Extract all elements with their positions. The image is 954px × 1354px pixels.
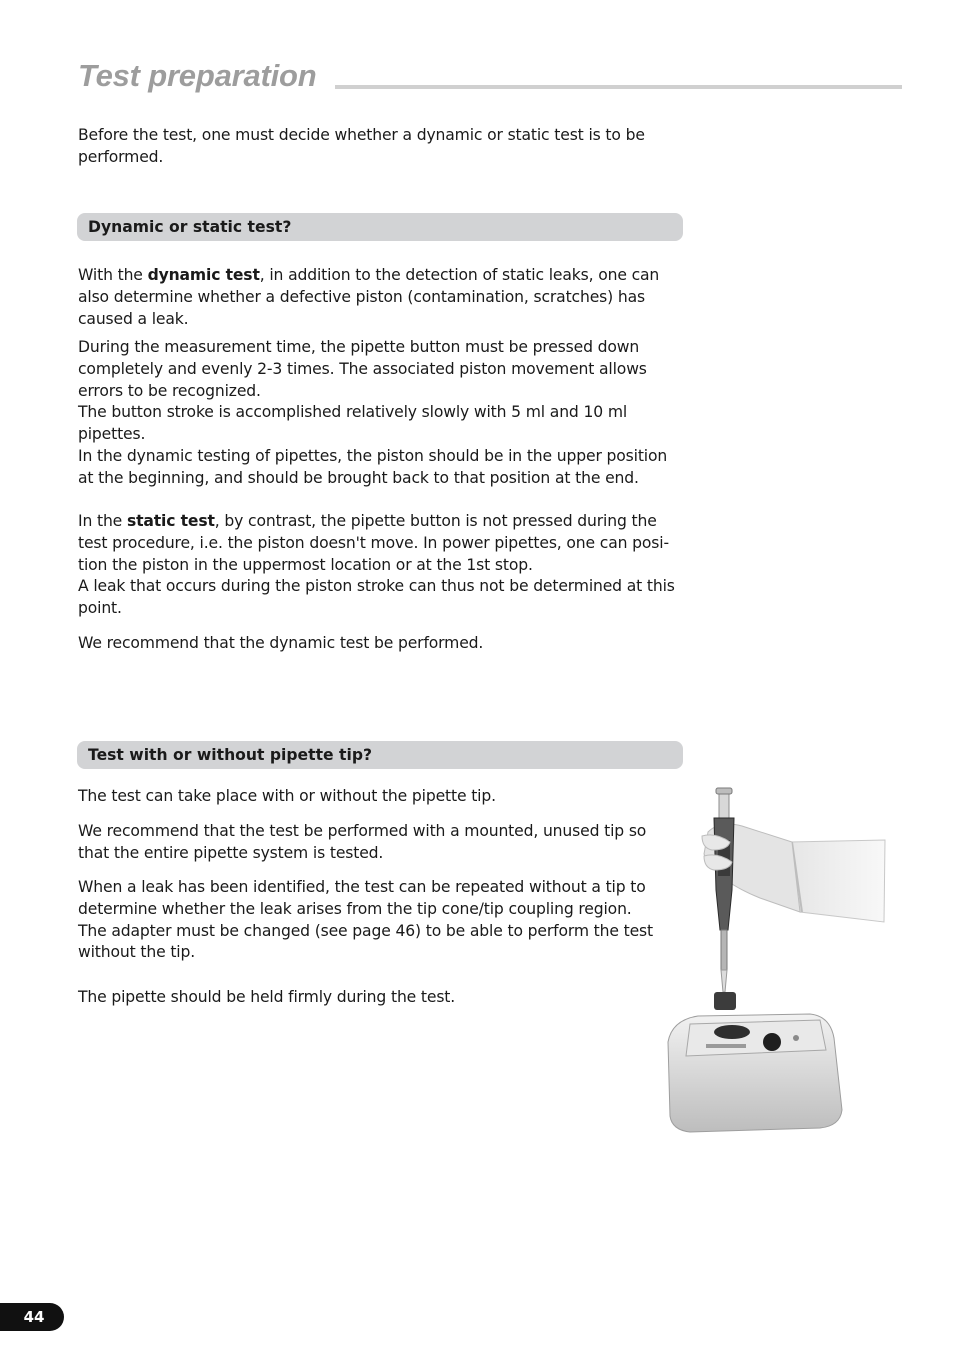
title-rule xyxy=(335,85,902,89)
static-test-paragraph: In the static test, by contrast, the pipette button is not pressed during the test procedure, i.e. the piston doesn't move. In power pipettes, one can posi-tion the piston in the uppermost location or at the 1st stop. A leak that occurs during the piston stroke can thus not be determined at this point. xyxy=(78,512,675,618)
intro-paragraph: Before the test, one must decide whether a dynamic or static test is to be performed. xyxy=(78,126,645,166)
dynamic-test-term: dynamic test xyxy=(147,266,260,284)
page-number: 44 xyxy=(0,1303,64,1331)
tip-paragraph-4: The pipette should be held firmly during the test. xyxy=(78,988,456,1006)
tip-paragraph-2: We recommend that the test be performed with a mounted, unused tip so that the entire pipette system is tested. xyxy=(78,822,647,862)
pipette-tester-photo xyxy=(650,780,910,1140)
dynamic-test-paragraph: With the dynamic test, in addition to the detection of static leaks, one can also determine whether a defective piston (contamination, scratches) has caused a leak. xyxy=(78,266,660,328)
page-title: Test preparation xyxy=(78,58,317,93)
recommendation-paragraph: We recommend that the dynamic test be performed. xyxy=(78,634,484,652)
static-test-term: static test xyxy=(126,512,215,530)
section-heading-dynamic-static: Dynamic or static test? xyxy=(77,213,683,241)
tip-paragraph-1: The test can take place with or without the pipette tip. xyxy=(78,787,496,805)
tip-paragraph-3: When a leak has been identified, the test can be repeated without a tip to determine whether the leak arises from the tip cone/tip coupling region. The adapter must be changed (see page 46) to be able to perform the test without the tip. xyxy=(78,878,653,962)
section-heading-pipette-tip: Test with or without pipette tip? xyxy=(77,741,683,769)
measurement-paragraph: During the measurement time, the pipette button must be pressed down completely and evenly 2-3 times. The associated piston movement allows errors to be recognized. The button stroke is accomplished relatively slowly with 5 ml and 10 ml pipettes. In the dynamic testing of pipettes, the piston should be in the upper position at the beginning, and should be brought back to that position at the end. xyxy=(78,338,668,487)
